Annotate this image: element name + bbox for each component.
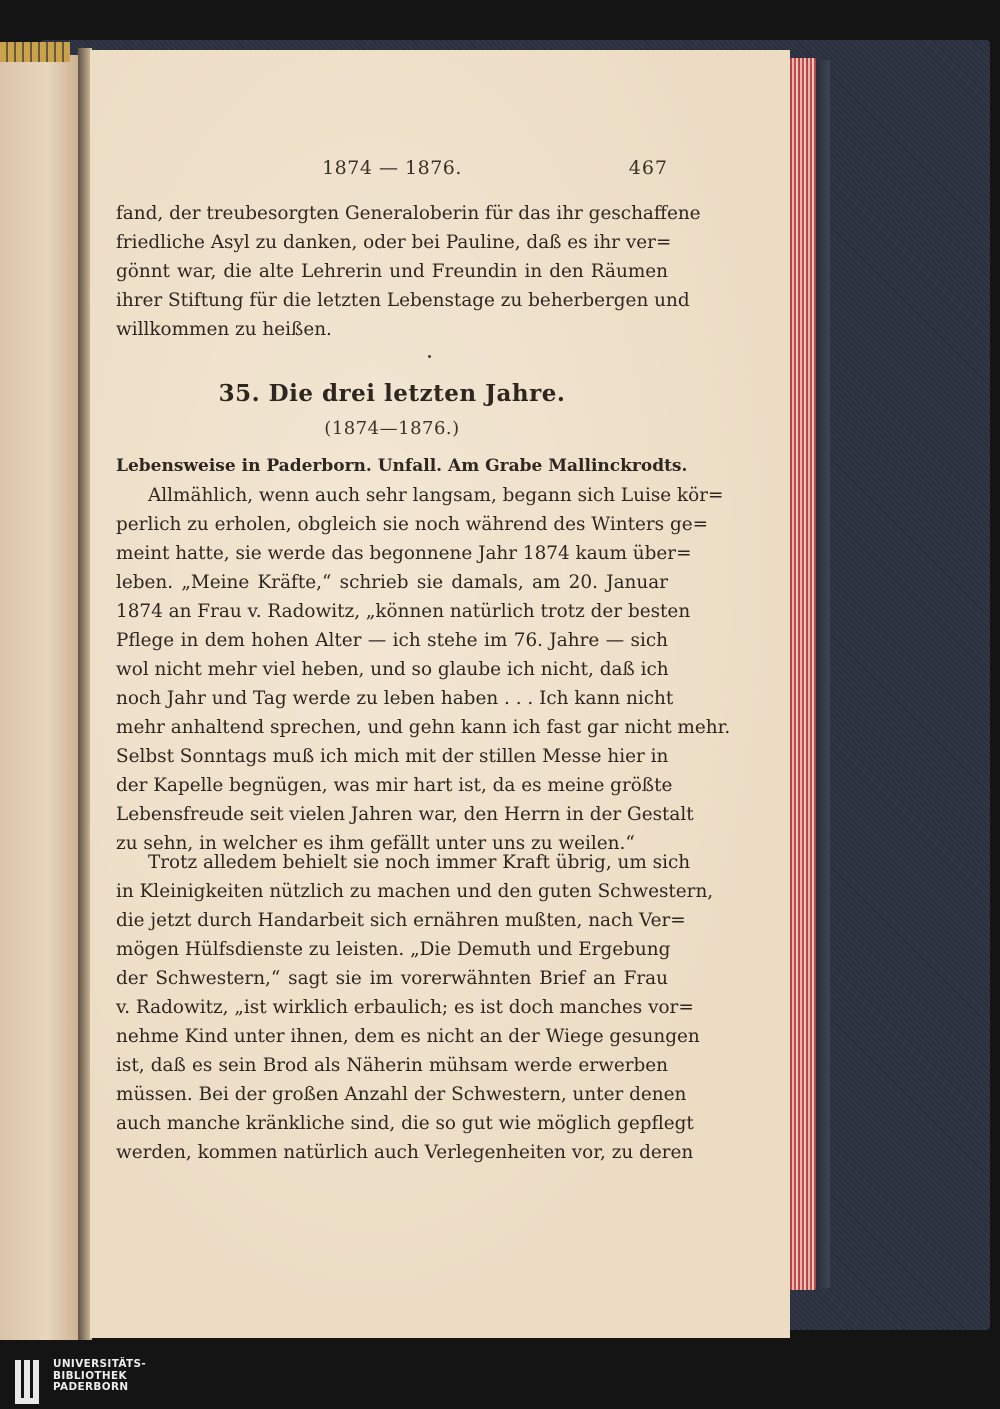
text-line: der Kapelle begnügen, was mir hart ist, da es meine größte bbox=[116, 775, 673, 796]
text-line: Trotz alledem behielt sie noch immer Kraft übrig, um sich bbox=[148, 852, 691, 873]
page-edges bbox=[790, 58, 816, 1290]
text-line: fand, der treubesorgten Generaloberin für das ihr geschaffene bbox=[116, 203, 701, 224]
paragraph-1 bbox=[116, 481, 731, 858]
library-logo-text bbox=[53, 1359, 146, 1394]
running-head bbox=[116, 157, 668, 187]
text-line: Pflege in dem hohen Alter — ich stehe im 76. Jahre — sich bbox=[116, 630, 668, 651]
text-line: wol nicht mehr viel heben, und so glaube ich nicht, daß ich bbox=[116, 659, 669, 680]
text-line: die jetzt durch Handarbeit sich ernähren mußten, nach Ver= bbox=[116, 910, 686, 931]
chapter-title: 35. Die drei letzten Jahre. bbox=[218, 380, 566, 407]
text-line: Lebensfreude seit vielen Jahren war, den Herrn in der Gestalt bbox=[116, 804, 694, 825]
text-line: auch manche kränkliche sind, die so gut wie möglich gepflegt bbox=[116, 1113, 694, 1134]
library-logo bbox=[15, 1358, 165, 1406]
library-logo-line: PADERBORN bbox=[53, 1381, 129, 1393]
text-line: v. Radowitz, „ist wirklich erbaulich; es ist doch manches vor= bbox=[116, 997, 694, 1018]
text-line: der Schwestern,“ sagt sie im vorerwähnten Brief an Frau bbox=[116, 968, 668, 989]
text-line: willkommen zu heißen. bbox=[116, 319, 332, 340]
text-line: leben. „Meine Kräfte,“ schrieb sie damals, am 20. Januar bbox=[116, 572, 668, 593]
text-line: mehr anhaltend sprechen, und gehn kann ich fast gar nicht mehr. bbox=[116, 717, 731, 738]
paragraph-2 bbox=[116, 848, 714, 1167]
library-logo-line: UNIVERSITÄTS- bbox=[53, 1358, 147, 1370]
text-line: perlich zu erholen, obgleich sie noch während des Winters ge= bbox=[116, 514, 709, 535]
text-line: müssen. Bei der großen Anzahl der Schwestern, unter denen bbox=[116, 1084, 687, 1105]
text-line: Selbst Sonntags muß ich mich mit der stillen Messe hier in bbox=[116, 746, 669, 767]
text-line: mögen Hülfsdienste zu leisten. „Die Demuth und Ergebung bbox=[116, 939, 671, 960]
chapter-years: (1874—1876.) bbox=[324, 418, 460, 439]
text-line: 1874 an Frau v. Radowitz, „können natürlich trotz der besten bbox=[116, 601, 691, 622]
text-line: friedliche Asyl zu danken, oder bei Pauline, daß es ihr ver= bbox=[116, 232, 672, 253]
library-logo-line: BIBLIOTHEK bbox=[53, 1369, 127, 1382]
spine-headband bbox=[0, 42, 70, 62]
chapter-summary: Lebensweise in Paderborn. Unfall. Am Grabe Mallinckrodts. bbox=[116, 456, 688, 476]
continuation-paragraph bbox=[116, 199, 701, 344]
left-page-edge bbox=[0, 55, 78, 1340]
text-line: nehme Kind unter ihnen, dem es nicht an der Wiege gesungen bbox=[116, 1026, 700, 1047]
library-logo-icon bbox=[15, 1360, 45, 1404]
page-number: 467 bbox=[628, 157, 668, 179]
text-line: ihrer Stiftung für die letzten Lebenstage zu beherbergen und bbox=[116, 290, 690, 311]
text-line: zu sehn, in welcher es ihm gefällt unter uns zu weilen.“ bbox=[116, 833, 635, 854]
text-line: meint hatte, sie werde das begonnene Jahr 1874 kaum über= bbox=[116, 543, 692, 564]
cover-edge bbox=[816, 60, 830, 1288]
text-line: werden, kommen natürlich auch Verlegenheiten vor, zu deren bbox=[116, 1142, 694, 1163]
text-line: gönnt war, die alte Lehrerin und Freundin in den Räumen bbox=[116, 261, 668, 282]
ink-speck bbox=[428, 355, 431, 358]
text-line: ist, daß es sein Brod als Näherin mühsam werde erwerben bbox=[116, 1055, 668, 1076]
text-line: noch Jahr und Tag werde zu leben haben . . . Ich kann nicht bbox=[116, 688, 674, 709]
text-line: in Kleinigkeiten nützlich zu machen und den guten Schwestern, bbox=[116, 881, 714, 902]
text-line: Allmählich, wenn auch sehr langsam, begann sich Luise kör= bbox=[148, 485, 724, 506]
running-head-title: 1874 — 1876. bbox=[322, 157, 462, 179]
